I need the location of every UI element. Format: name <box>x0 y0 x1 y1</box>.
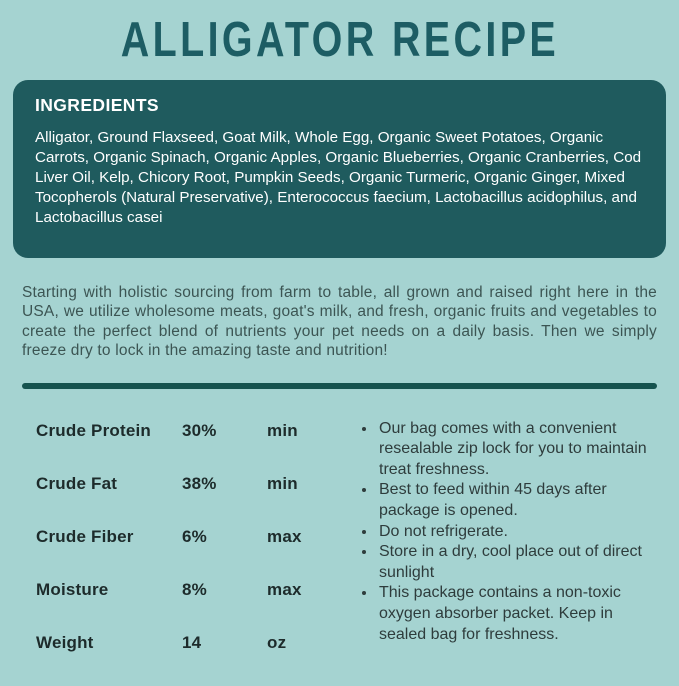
analysis-qualifier: min <box>267 420 298 440</box>
product-description: Starting with holistic sourcing from farm to table, all grown and raised right here in the USA, we utilize wholesome meats, goat's milk, and fresh, organic fruits and vegetables to create the perfect blend of nutrients your pet needs on a daily basis. Then we simply freeze dry to lock in the amazing taste and nutrition! <box>22 284 657 360</box>
list-item: • Store in a dry, cool place out of direct sunlight <box>377 542 649 583</box>
table-row <box>36 474 340 494</box>
list-item: • This package contains a non-toxic oxygen absorber packet. Keep in sealed bag for freshness. <box>377 583 649 645</box>
table-row <box>36 421 340 441</box>
analysis-qualifier: min <box>267 473 298 493</box>
table-row <box>36 580 340 600</box>
ingredients-text: Alligator, Ground Flaxseed, Goat Milk, Whole Egg, Organic Sweet Potatoes, Organic Carrots, Organic Spinach, Organic Apples, Organic Blueberries, Organic Cranberries, Cod Liver Oil, Kelp, Chicory Root, Pumpkin Seeds, Organic Turmeric, Organic Ginger, Mixed Tocopherols (Natural Preservative), Enterococcus faecium, Lactobacillus acidophilus, and Lactobacillus casei <box>35 129 642 226</box>
analysis-label: Moisture <box>36 579 109 599</box>
analysis-qualifier: max <box>267 579 302 599</box>
section-divider <box>22 383 657 389</box>
list-item: • Do not refrigerate. <box>377 522 649 543</box>
table-row <box>36 527 340 547</box>
analysis-value: 14 <box>182 632 202 652</box>
table-row <box>36 633 340 653</box>
analysis-qualifier: max <box>267 526 302 546</box>
ingredients-heading: INGREDIENTS <box>35 95 159 115</box>
list-item: • Our bag comes with a convenient resealable zip lock for you to maintain treat freshness. <box>377 419 649 481</box>
ingredients-panel <box>13 80 666 258</box>
analysis-label: Crude Protein <box>36 420 152 440</box>
list-item: • Best to feed within 45 days after package is opened. <box>377 480 649 521</box>
page-title: ALLIGATOR RECIPE <box>120 11 559 67</box>
notes-list <box>340 419 649 646</box>
analysis-label: Crude Fiber <box>36 526 134 546</box>
details-section <box>0 417 679 686</box>
analysis-label: Weight <box>36 632 94 652</box>
analysis-value: 6% <box>182 526 207 546</box>
analysis-qualifier: oz <box>267 632 287 652</box>
analysis-label: Crude Fat <box>36 473 118 493</box>
guaranteed-analysis-table <box>0 417 340 686</box>
analysis-value: 30% <box>182 420 217 440</box>
analysis-value: 8% <box>182 579 207 599</box>
storage-notes <box>340 417 679 686</box>
header <box>0 0 679 67</box>
analysis-value: 38% <box>182 473 217 493</box>
